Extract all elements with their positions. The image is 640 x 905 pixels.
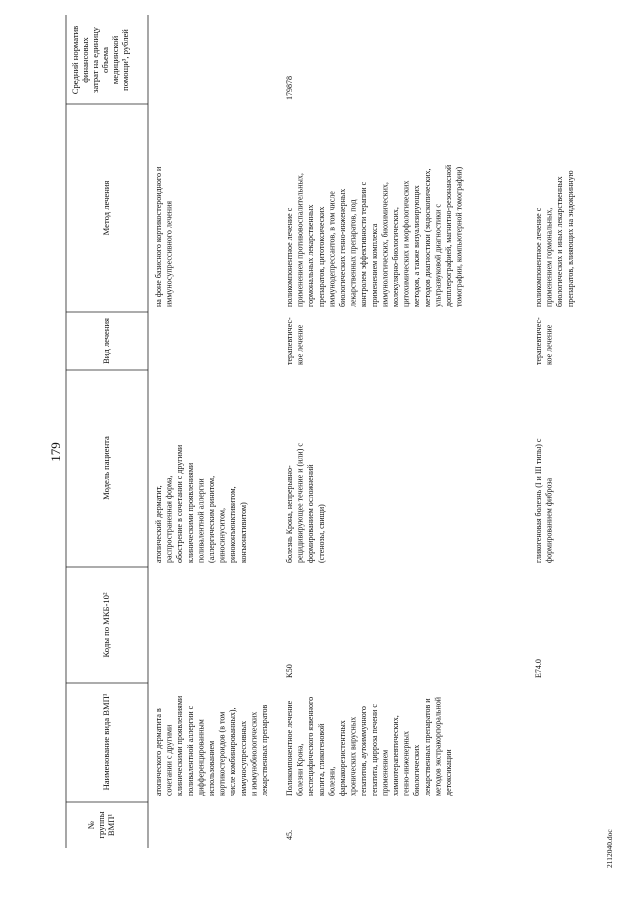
text-line: затрат на единицу <box>90 27 100 93</box>
text-line: (стенозы, свищи) <box>316 504 326 563</box>
text-line: E74.0 <box>534 659 543 678</box>
text-line: методов диагностики (эндоскопических, <box>422 168 432 307</box>
text-line: томографии, компьютерной томографии) <box>454 166 464 307</box>
cell-type <box>285 317 305 365</box>
text-line: неспецифического язвенного <box>306 696 316 796</box>
text-line: числе комбинированных), <box>228 707 238 796</box>
text-line: распространенная форма, <box>164 475 174 563</box>
text-line: допплерографией, магнитно-резонансной <box>444 164 453 307</box>
text-line: препаратов, цитотоксических <box>316 206 326 307</box>
text-line: обострение в сочетании с другими <box>175 444 185 563</box>
text-line: лекарственных препаратов, под <box>348 199 358 307</box>
text-line: хронических вирусных <box>348 716 358 796</box>
text-line: химиотерапевтических, <box>391 715 400 796</box>
table-header <box>70 26 130 839</box>
text-line: кое лечение <box>544 324 554 365</box>
text-line: гепатита, цирроза печени с <box>369 704 379 796</box>
cell-model <box>285 443 326 563</box>
text-line: клиническими проявлениями <box>175 695 185 796</box>
text-line: дифференцированным <box>196 719 206 796</box>
text-line: атопический дерматит, <box>154 485 163 563</box>
cell-type <box>534 317 554 365</box>
text-line: финансовых <box>80 37 90 83</box>
text-line: кортикостероидов (в том <box>217 711 227 796</box>
text-line: гликогеновая болезнь (I и III типы) с <box>534 438 543 563</box>
text-line: группы <box>96 811 106 839</box>
text-line: методов экстракорпоральной <box>433 696 443 796</box>
text-line: болезни Крона, <box>295 743 305 796</box>
table-row <box>154 166 269 796</box>
text-line: риноконъюнктивитом, <box>228 486 238 563</box>
text-line: контролем эффективности терапии с <box>359 181 369 307</box>
text-line: сочетании с другими <box>164 724 174 796</box>
text-line: рецидивирующее течение и (или) с <box>295 443 305 563</box>
text-line: Метод лечения <box>101 180 111 236</box>
text-line: методов, а также визуализирующих <box>412 185 422 307</box>
text-line: биологических генно-инженерных <box>338 188 347 307</box>
text-line: иммуносупрессивного лечения <box>164 200 174 307</box>
text-line: лекарственных препаратов <box>260 704 269 796</box>
text-line: гепатитов, аутоиммунного <box>359 706 369 796</box>
text-line: колита, гликогеновой <box>316 723 326 796</box>
text-line: риносинуситом, <box>217 507 227 563</box>
text-line: болезнь Крона, непрерывно- <box>285 465 294 563</box>
text-line: фармакорезистентных <box>338 720 347 796</box>
text-line: поликомпонентное лечение с <box>285 207 294 307</box>
text-line: Средний норматив <box>70 25 80 95</box>
text-line: 45. <box>285 830 294 840</box>
cell-cost <box>285 76 294 100</box>
cell-group <box>285 830 294 840</box>
text-line: (аллергическим ринитом, <box>207 475 216 563</box>
header-cost <box>70 26 130 95</box>
header-type <box>101 318 111 364</box>
cell-codes <box>534 659 543 678</box>
text-line: терапевтичес- <box>534 317 543 365</box>
header-method <box>101 181 111 236</box>
text-line: формированием фиброза <box>544 477 554 563</box>
text-line: генно-инженерных <box>401 731 411 796</box>
text-line: 179878 <box>285 76 294 100</box>
text-line: применением противовоспалительных, <box>295 173 305 307</box>
cell-codes <box>285 664 294 678</box>
text-line: иммуносупрессивных <box>238 720 248 796</box>
text-line: применением <box>380 749 390 796</box>
text-line: молекулярно-биологических, <box>391 207 400 307</box>
text-line: объема <box>100 47 110 73</box>
text-line: иммунологических, биохимических, <box>380 182 390 307</box>
footer-doc-name: 2112040.doc <box>605 829 614 868</box>
text-line: иммунодепрессантов, в том числе <box>327 191 337 307</box>
cell-method <box>154 166 174 307</box>
page-number: 179 <box>48 442 63 462</box>
text-line: Коды по МКБ-10² <box>101 592 111 658</box>
text-line: применением комплекса <box>369 223 379 307</box>
text-line: цитохимических и морфологических <box>401 180 411 307</box>
text-line: K50 <box>285 664 294 678</box>
text-line: Наименование вида ВМП¹ <box>101 693 111 791</box>
text-line: Поликомпонентное лечение <box>285 700 294 796</box>
header-group <box>86 811 116 838</box>
text-line: клиническими проявлениями <box>185 462 195 563</box>
header-model <box>101 436 111 500</box>
text-line: на фоне базисного кортикостероидного и <box>154 166 163 307</box>
text-line: конъюнктивитом) <box>238 502 248 563</box>
text-line: формированием осложнений <box>306 464 316 563</box>
text-line: поликомпонентное лечение с <box>534 207 543 307</box>
cell-model <box>534 438 554 563</box>
text-line: кое лечение <box>295 324 305 365</box>
text-line: детоксикации <box>444 749 453 796</box>
cell-method <box>534 170 575 307</box>
text-line: терапевтичес- <box>285 317 294 365</box>
text-line: ВМП¹ <box>106 813 116 837</box>
text-line: лекарственных препаратов и <box>422 698 432 796</box>
table-row <box>534 170 575 678</box>
text-line: помощи³, рублей <box>120 29 130 91</box>
text-line: ультразвуковой диагностики с <box>433 204 443 307</box>
text-line: биологических <box>412 744 422 796</box>
text-line: биологических и иных лекарственных <box>555 176 565 307</box>
cell-name <box>285 696 453 796</box>
text-line: № <box>86 820 96 830</box>
header-codes <box>101 592 111 657</box>
text-line: медицинской <box>110 35 120 85</box>
text-line: Вид лечения <box>101 317 111 365</box>
text-line: применением гормональных, <box>544 207 554 307</box>
text-line: и иммунобиологических <box>249 711 259 796</box>
text-line: гормональных лекарственных <box>306 204 316 307</box>
text-line: поливалентной аллергии с <box>185 705 195 796</box>
text-line: использованием <box>207 740 216 796</box>
table-row <box>285 76 464 840</box>
text-line: атопического дерматита в <box>154 708 163 796</box>
cell-model <box>154 444 248 563</box>
cell-method <box>285 164 464 307</box>
header-name <box>101 693 111 790</box>
text-line: препаратов, влияющих на эндокринную <box>565 170 575 307</box>
cell-name <box>154 695 269 796</box>
text-line: Модель пациента <box>101 436 111 500</box>
text-line: поливалентной аллергии <box>196 478 206 563</box>
text-line: болезни, <box>327 766 337 796</box>
